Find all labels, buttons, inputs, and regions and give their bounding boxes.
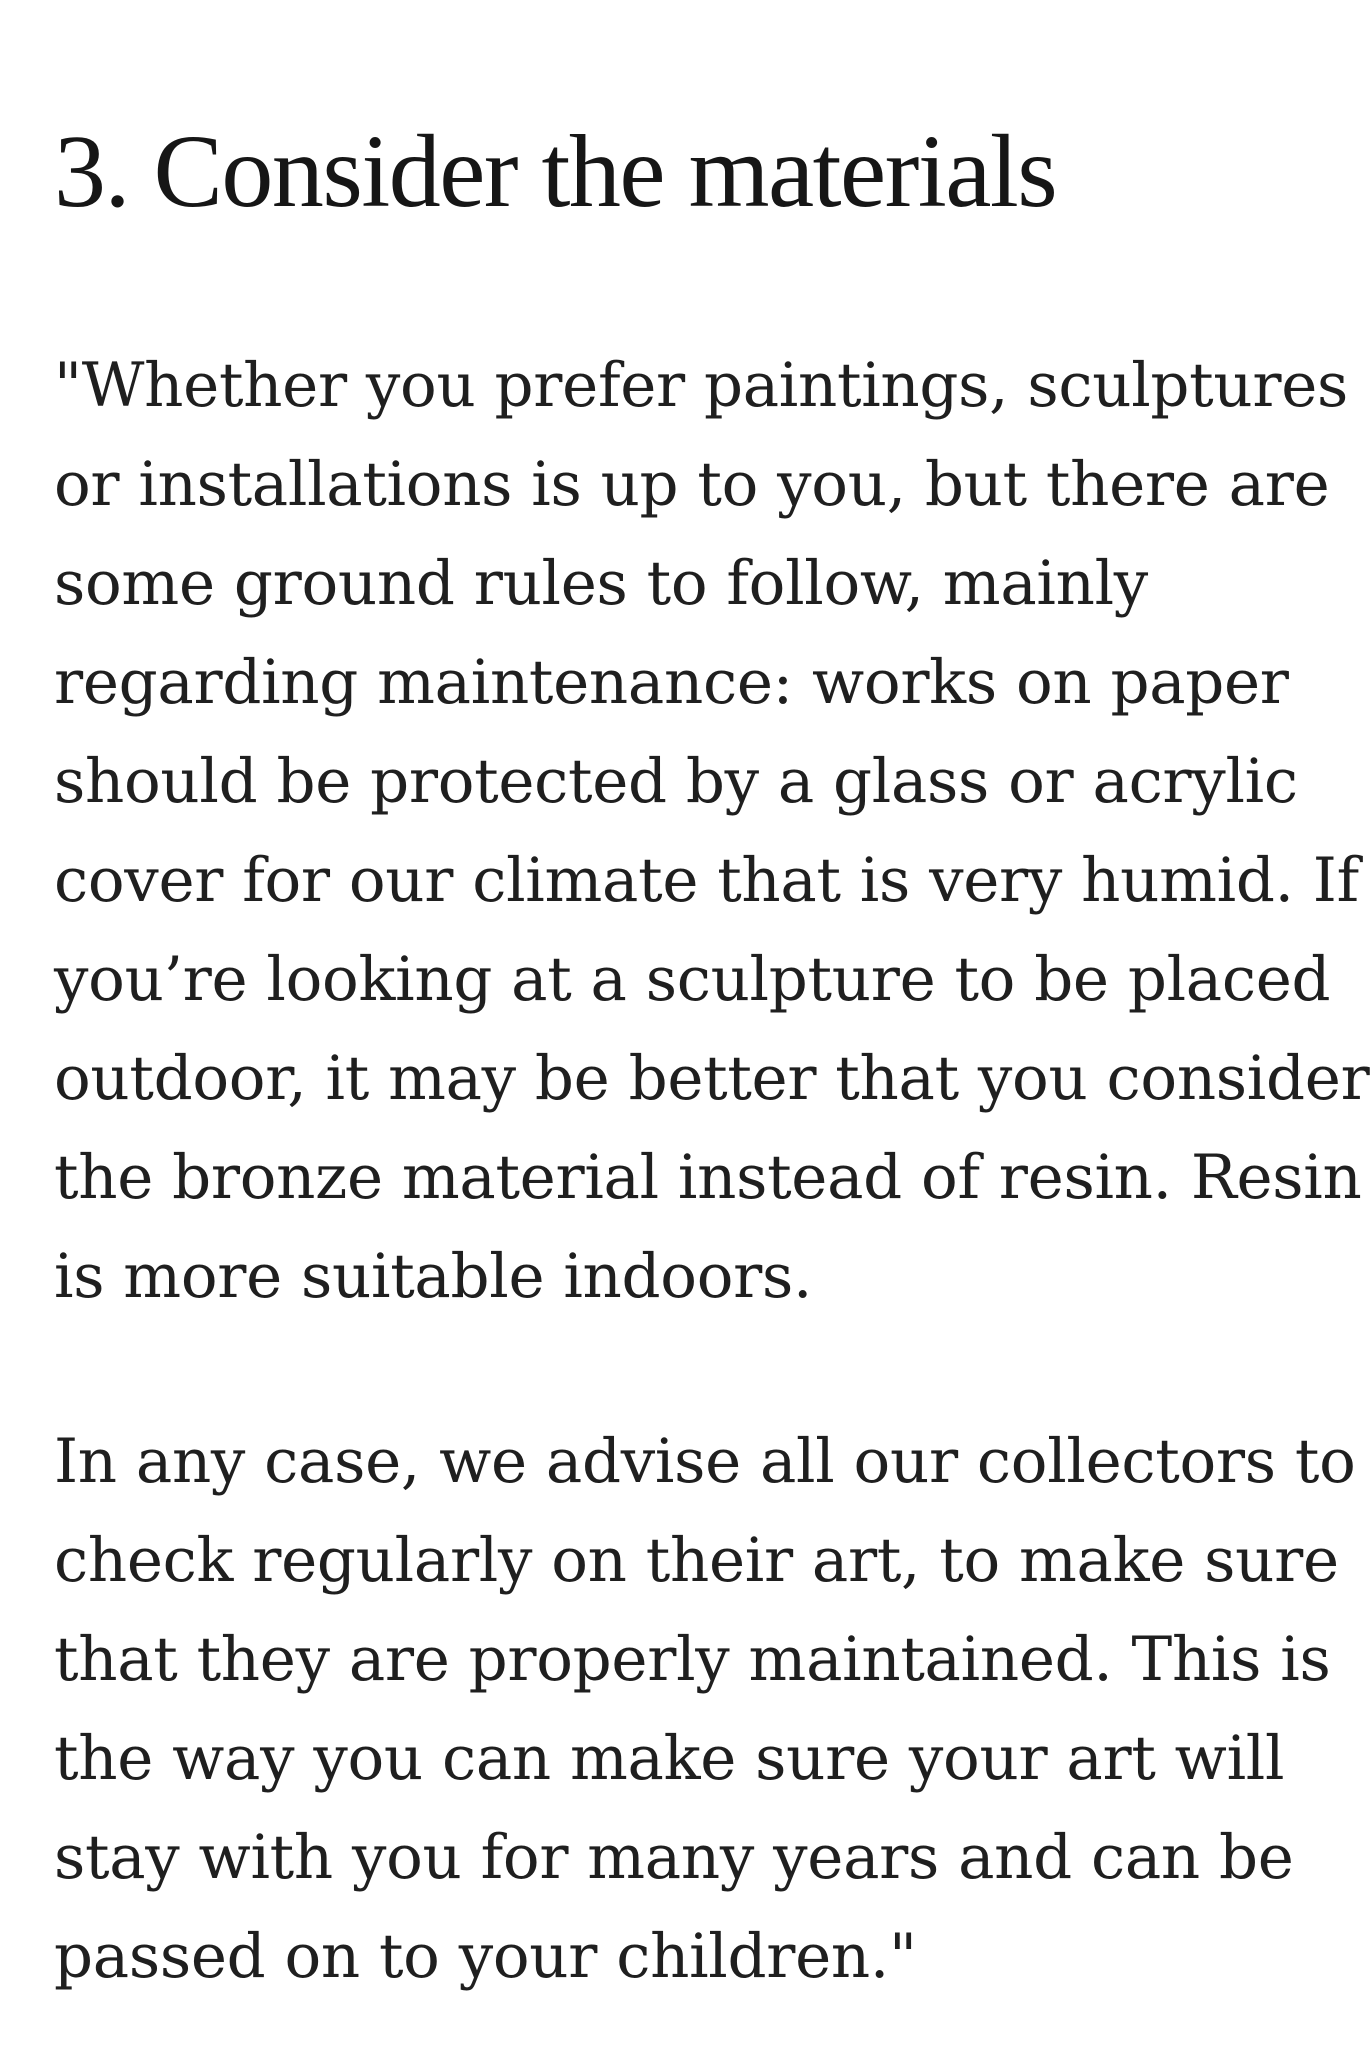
paragraph-materials bbox=[54, 336, 1369, 1326]
section-heading: 3. Consider the materials bbox=[54, 114, 1057, 229]
paragraph-line: regarding maintenance: works on paper bbox=[54, 647, 1289, 718]
paragraph-line: should be protected by a glass or acrylic bbox=[54, 746, 1298, 817]
paragraph-maintenance bbox=[54, 1412, 1356, 2006]
paragraph-line: cover for our climate that is very humid. If bbox=[54, 845, 1359, 916]
paragraph-line: In any case, we advise all our collectors to bbox=[54, 1426, 1356, 1497]
paragraph-line: you’re looking at a sculpture to be placed bbox=[54, 944, 1331, 1015]
paragraph-line: stay with you for many years and can be bbox=[54, 1822, 1294, 1893]
paragraph-line: "Whether you prefer paintings, sculptures bbox=[54, 350, 1349, 421]
paragraph-line: the bronze material instead of resin. Resin bbox=[54, 1142, 1362, 1213]
paragraph-line: is more suitable indoors. bbox=[54, 1241, 813, 1312]
paragraph-line: passed on to your children." bbox=[54, 1921, 917, 1992]
paragraph-line: check regularly on their art, to make sure bbox=[54, 1525, 1339, 1596]
paragraph-line: outdoor, it may be better that you consider bbox=[54, 1043, 1370, 1114]
paragraph-line: some ground rules to follow, mainly bbox=[54, 548, 1148, 619]
paragraph-line: that they are properly maintained. This is bbox=[54, 1624, 1331, 1695]
paragraph-line: or installations is up to you, but there are bbox=[54, 449, 1330, 520]
paragraph-line: the way you can make sure your art will bbox=[54, 1723, 1285, 1794]
